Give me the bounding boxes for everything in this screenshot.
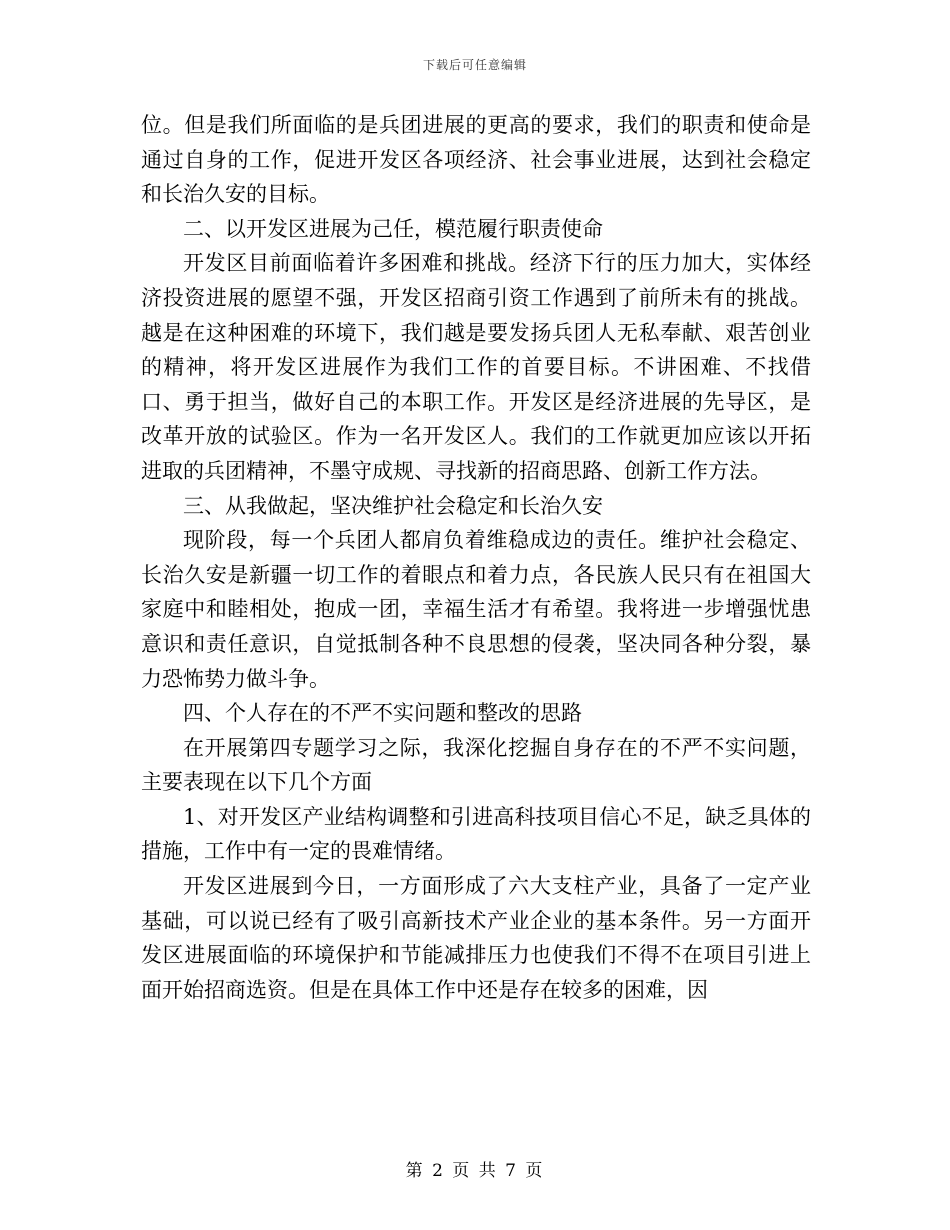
paragraph: 在开展第四专题学习之际，我深化挖掘自身存在的不严不实问题，主要表现在以下几个方面: [141, 735, 811, 795]
list-item: 1、对开发区产业结构调整和引进高科技项目信心不足，缺乏具体的措施，工作中有一定的畏难情绪。: [141, 804, 811, 864]
section-heading: 三、从我做起，坚决维护社会稳定和长治久安: [183, 493, 603, 518]
paragraph: 位。但是我们所面临的是兵团进展的更高的要求，我们的职责和使命是通过自身的工作，促进开发区各项经济、社会事业进展，达到社会稳定和长治久安的目标。: [141, 113, 811, 207]
paragraph: 开发区进展到今日，一方面形成了六大支柱产业，具备了一定产业基础，可以说已经有了吸引高新技术产业企业的基本条件。另一方面开发区进展面临的环境保护和节能减排压力也使我们不得不在项目引进上面开始招商选资。但是在具体工作中还是存在较多的困难，因: [141, 874, 811, 1002]
paragraph: 开发区目前面临着许多困难和挑战。经济下行的压力加大，实体经济投资进展的愿望不强，开发区招商引资工作遇到了前所未有的挑战。越是在这种困难的环境下，我们越是要发扬兵团人无私奉献、艰苦创业的精神，将开发区进展作为我们工作的首要目标。不讲困难、不找借口、勇于担当，做好自己的本职工作。开发区是经济进展的先导区，是改革开放的试验区。作为一名开发区人。我们的工作就更加应该以开拓进取的兵团精神，不墨守成规、寻找新的招商思路、创新工作方法。: [141, 251, 811, 483]
section-heading: 四、个人存在的不严不实问题和整改的思路: [183, 701, 582, 726]
section-heading: 二、以开发区进展为己任，模范履行职责使命: [183, 216, 603, 241]
paragraph: 现阶段，每一个兵团人都肩负着维稳成边的责任。维护社会稳定、长治久安是新疆一切工作的着眼点和着力点，各民族人民只有在祖国大家庭中和睦相处，抱成一团，幸福生活才有希望。我将进一步增强忧患意识和责任意识，自觉抵制各种不良思想的侵袭，坚决同各种分裂，暴力恐怖势力做斗争。: [141, 528, 811, 691]
page-number: 第 2 页 共 7 页: [405, 1161, 545, 1181]
document-body: [141, 108, 811, 1007]
page-header: 下载后可任意编辑: [422, 58, 527, 72]
